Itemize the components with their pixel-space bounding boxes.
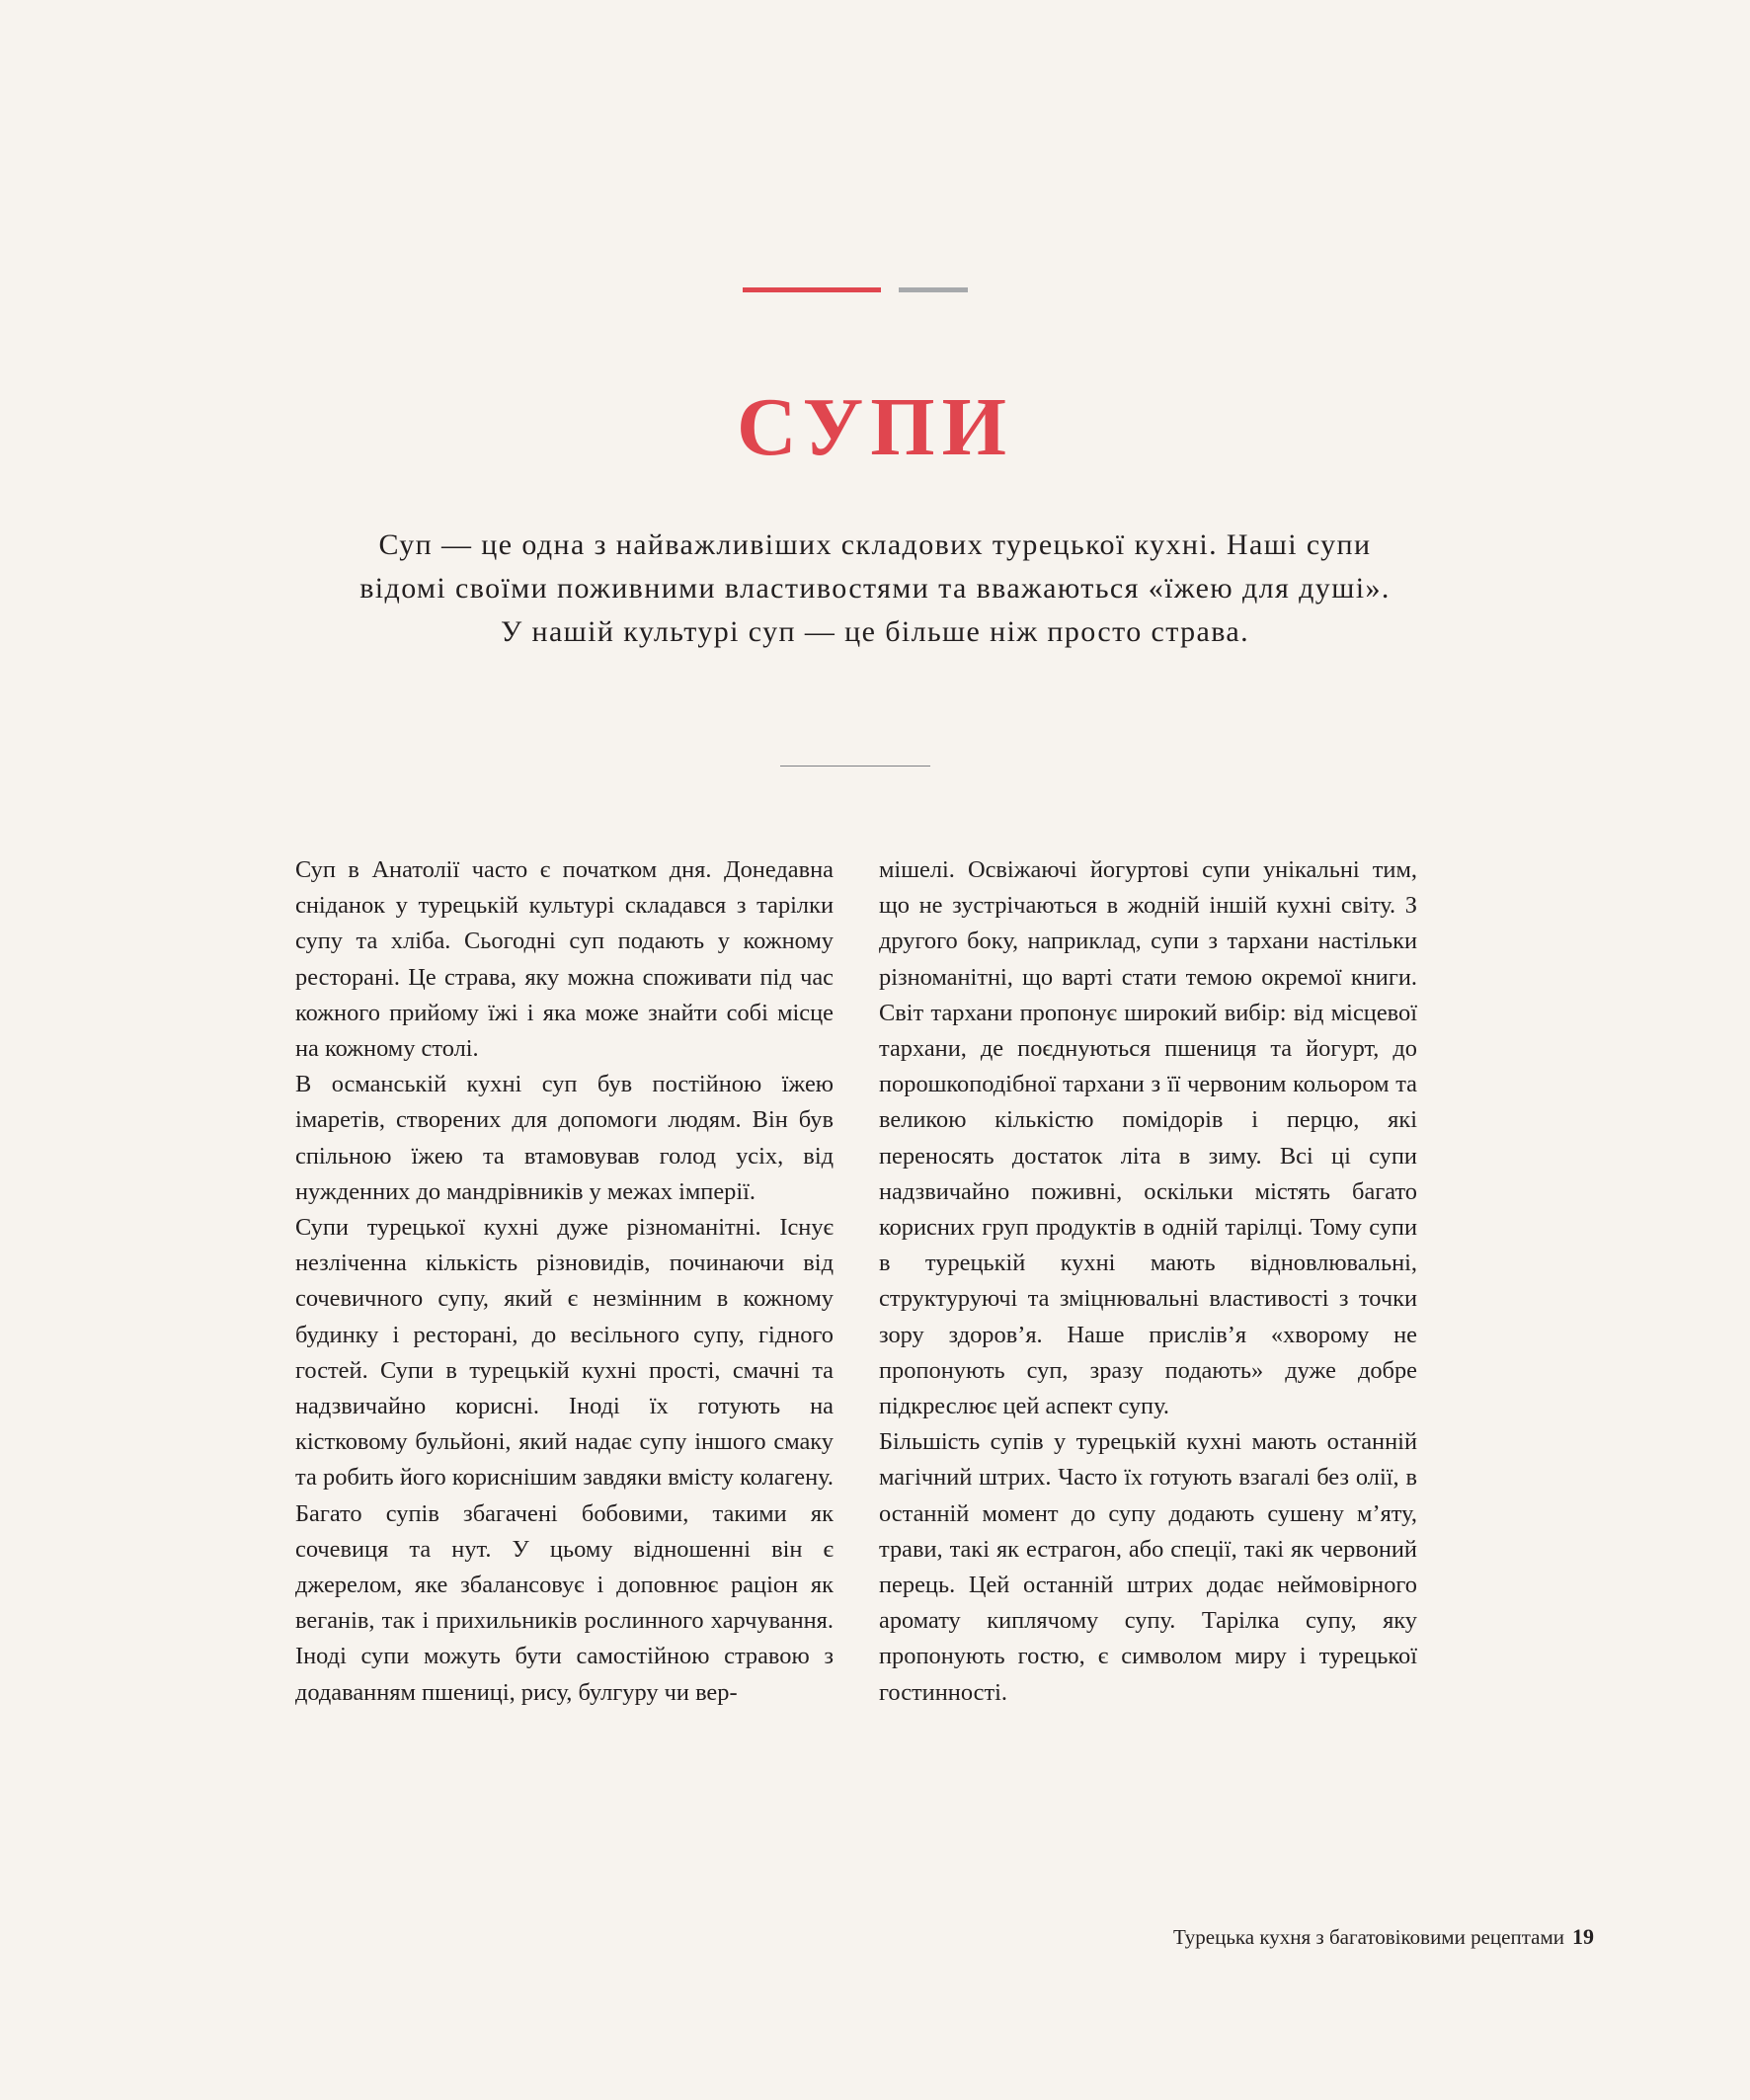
body-column-right <box>879 852 1417 1711</box>
body-paragraph: В османській кухні суп був постійною їжею імаретів, створених для допомоги людям. Він був спільною їжею та втамовував голод усіх, від нужденних до мандрівників у межах імперії. <box>295 1071 834 1205</box>
body-column-left <box>295 852 834 1711</box>
section-divider <box>780 766 930 767</box>
accent-bar-red <box>743 287 881 292</box>
page-number: 19 <box>1572 1924 1594 1949</box>
body-paragraph: Суп в Анатолії часто є початком дня. Донедавна сніданок у турецькій культурі складався з тарілки супу та хліба. Сьогодні суп подають у кожному ресторані. Це страва, яку можна споживати під час кожного прийому їжі і яка може знайти собі місце на кожному столі. <box>295 856 834 1063</box>
page-title: СУПИ <box>737 381 1013 473</box>
decorative-bars <box>743 287 970 295</box>
lead-line: У нашій культурі суп — це більше ніж просто страва. <box>500 615 1250 648</box>
lead-paragraph <box>233 524 1517 654</box>
body-paragraph: Більшість супів у турецькій кухні мають останній магічний штрих. Часто їх готують взагалі без олії, в останній момент до супу додають сушену м’яту, трави, такі як естрагон, або спеції, такі як червоний перець. Цей останній штрих додає неймовірного аромату киплячому супу. Тарілка супу, яку пропонують гостю, є символом миру і турецької гостинності. <box>879 1428 1417 1706</box>
body-paragraph: мішелі. Освіжаючі йогуртові супи унікальні тим, що не зустрічаються в жодній іншій кухні світу. З другого боку, наприклад, супи з тархани настільки різноманітні, що варті стати темою окремої книги. Світ тархани пропонує широкий вибір: від місцевої тархани, де поєднуються пшениця та йогурт, до порошкоподібної тархани з її червоним кольором та великою кількістю помідорів і перцю, які переносять достаток літа в зиму. Всі ці супи надзвичайно поживні, оскільки містять багато корисних груп продуктів в одній тарілці. Тому супи в турецькій кухні мають відновлювальні, структуруючі та зміцнювальні властивості з точки зору здоров’я. Наше прислів’я «хворому не пропонують суп, зразу подають» дуже добре підкреслює цей аспект супу. <box>879 856 1417 1420</box>
lead-line: відомі своїми поживними властивостями та вважаються «їжею для душі». <box>359 572 1391 605</box>
running-title: Турецька кухня з багатовіковими рецептами <box>1173 1925 1564 1949</box>
body-paragraph: Супи турецької кухні дуже різноманітні. Існує незліченна кількість різновидів, починаючи від сочевичного супу, який є незмінним в кожному будинку і ресторані, до весільного супу, гідного гостей. Супи в турецькій кухні прості, смачні та надзвичайно корисні. Іноді їх готують на кістковому бульйоні, який надає супу іншого смаку та робить його кориснішим завдяки вмісту колагену. Багато супів збагачені бобовими, такими як сочевиця та нут. У цьому відношенні він є джерелом, яке збалансовує і доповнює раціон як веганів, так і прихильників рослинного харчування. Іноді супи можуть бути самостійною стравою з додаванням пшениці, рису, булгуру чи вер- <box>295 1214 834 1706</box>
accent-bar-gray <box>899 287 968 292</box>
page-footer <box>1173 1922 1594 1952</box>
lead-line: Суп — це одна з найважливіших складових турецької кухні. Наші супи <box>378 528 1372 561</box>
